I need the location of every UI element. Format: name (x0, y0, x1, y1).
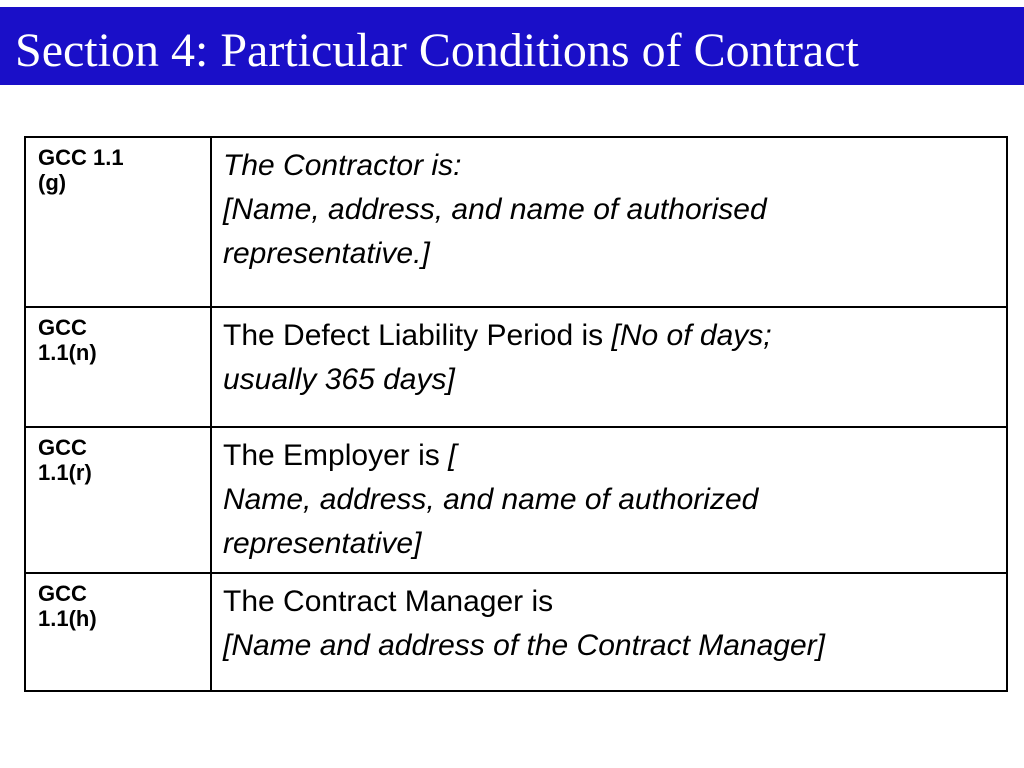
table-row (25, 307, 1007, 427)
table-row (25, 137, 1007, 307)
clause-ref-suffix: 1.1(h) (38, 606, 97, 631)
placeholder-text: [Name, address, and name of authorised (223, 193, 767, 226)
placeholder-text: [Name and address of the Contract Manager] (223, 629, 825, 662)
placeholder-text: usually 365 days] (223, 363, 455, 396)
slide-title: Section 4: Particular Conditions of Contract (15, 24, 859, 77)
description-line (223, 434, 996, 478)
title-bar (0, 7, 1024, 85)
placeholder-text: representative] (223, 527, 422, 560)
clause-ref: GCC (38, 435, 87, 460)
description-text: The Employer is (223, 439, 449, 472)
table-row (25, 573, 1007, 691)
clause-cell (25, 573, 211, 691)
description-text: The Contract Manager is (223, 585, 554, 618)
description-cell (211, 137, 1007, 307)
clause-ref-suffix: 1.1(n) (38, 340, 97, 365)
description-cell (211, 573, 1007, 691)
table-row (25, 427, 1007, 573)
clause-cell (25, 307, 211, 427)
description-cell (211, 307, 1007, 427)
description-line (223, 314, 996, 358)
clause-cell (25, 427, 211, 573)
description-text: The Defect Liability Period is (223, 319, 612, 352)
clause-ref-suffix: (g) (38, 170, 67, 195)
clause-ref: GCC (38, 315, 87, 340)
clause-ref: GCC 1.1 (38, 145, 124, 170)
clause-ref: GCC (38, 581, 87, 606)
description-text: The Contractor is: (223, 149, 462, 182)
clause-ref-suffix: 1.1(r) (38, 460, 92, 485)
placeholder-text: [No of days; (611, 319, 772, 352)
placeholder-text: [ (448, 439, 457, 472)
clause-cell (25, 137, 211, 307)
placeholder-text: representative.] (223, 237, 430, 270)
conditions-table (24, 136, 1008, 692)
placeholder-text: Name, address, and name of authorized (223, 483, 759, 516)
description-cell (211, 427, 1007, 573)
